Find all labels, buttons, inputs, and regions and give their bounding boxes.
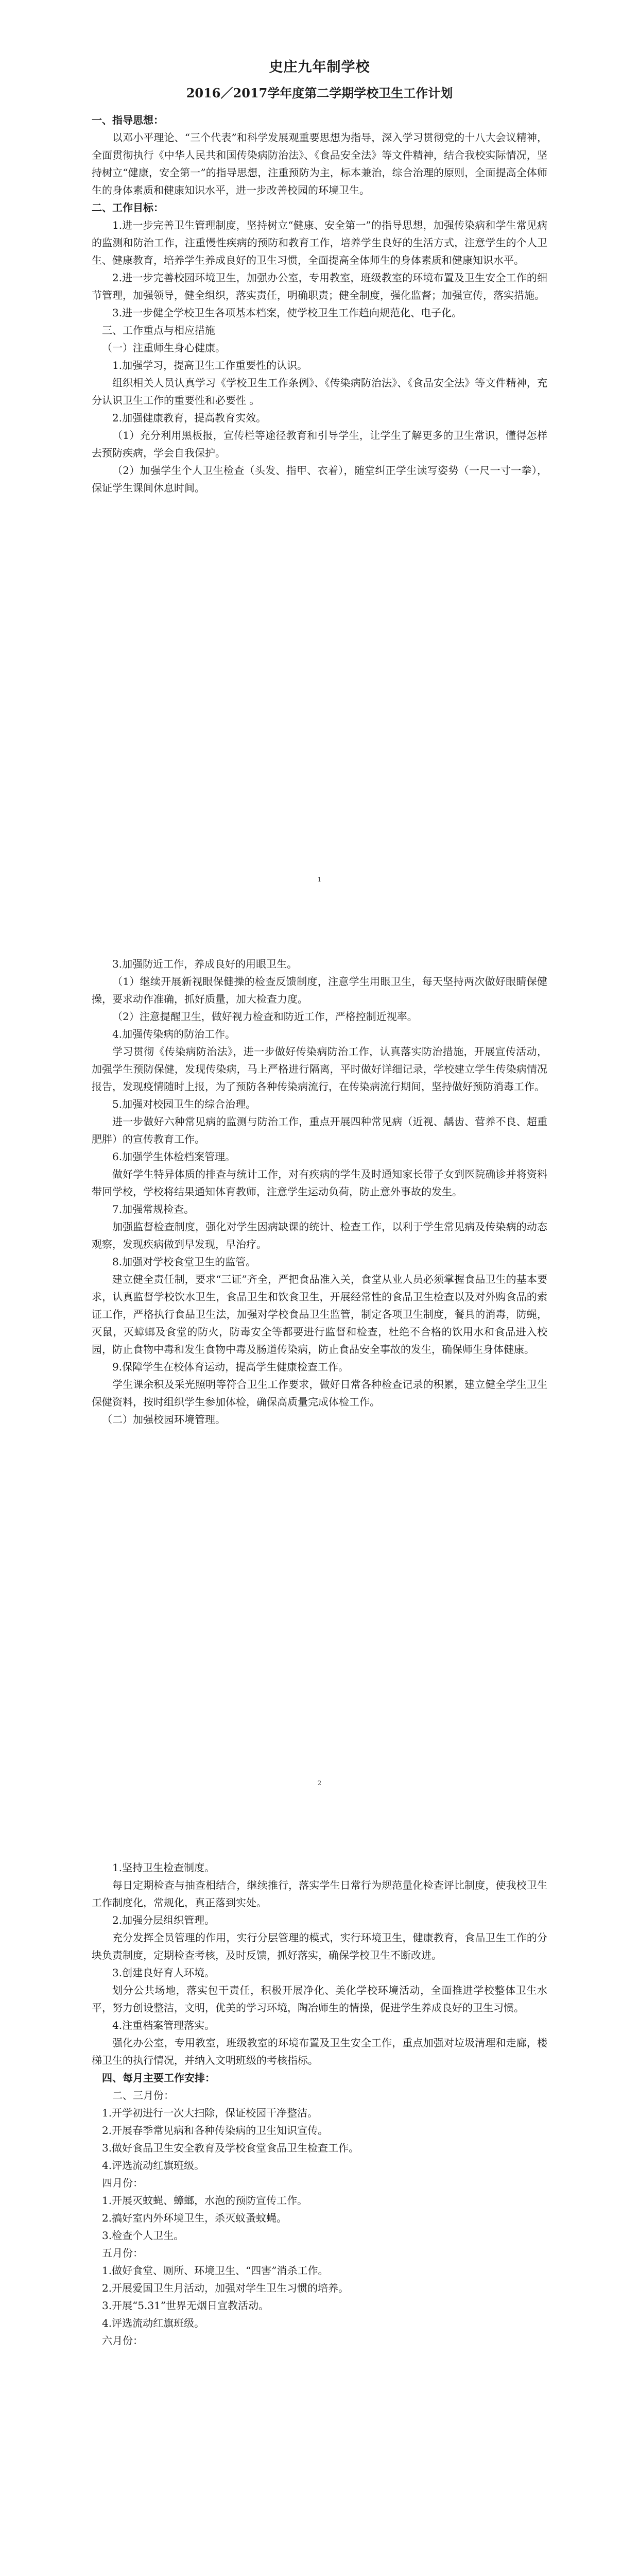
subsection-heading: （二）加强校园环境管理。 bbox=[102, 1413, 226, 1426]
paragraph: 加强监督检查制度，强化对学生因病缺课的统计、检查工作，以利于学生常见病及传染病的动态观察，发现疾病做到早发现，早治疗。 bbox=[92, 1221, 547, 1250]
subsection-heading: （一）注重师生身心健康。 bbox=[102, 342, 226, 354]
item-title: 1.坚持卫生检查制度。 bbox=[112, 1861, 215, 1874]
paragraph: 进一步做好六种常见病的监测与防治工作，重点开展四种常见病（近视、龋齿、营养不良、超重肥胖）的宣传教育工作。 bbox=[92, 1115, 547, 1145]
item-title: 3.创建良好育人环境。 bbox=[112, 1967, 215, 1979]
paragraph: （2）注意提醒卫生，做好视力检查和防近工作，严格控制近视率。 bbox=[112, 1010, 418, 1023]
paragraph: 3.进一步健全学校卫生各项基本档案，使学校卫生工作趋向规范化、电子化。 bbox=[112, 307, 462, 319]
item-title: 2.加强分层组织管理。 bbox=[112, 1914, 215, 1926]
list-item: 3.做好食品卫生安全教育及学校食堂食品卫生检查工作。 bbox=[102, 2142, 359, 2154]
paragraph: 学习贯彻《传染病防治法》，进一步做好传染病防治工作，认真落实防治措施，开展宣传活动，加强学生预防保健，发现传染病，马上严格进行隔离，平时做好详细记录，学校建立学生传染病情况报告，发现疫情随时上报，为了预防各种传染病流行，在传染病流行期间，坚持做好预防消毒工作。 bbox=[92, 1045, 547, 1093]
item-title: 4.加强传染病的防治工作。 bbox=[112, 1028, 236, 1040]
list-item: 2.开展春季常见病和各种传染病的卫生知识宣传。 bbox=[102, 2124, 329, 2137]
plan-title: 2016／2017学年度第二学期学校卫生工作计划 bbox=[186, 86, 453, 100]
item-title: 8.加强对学校食堂卫生的监管。 bbox=[112, 1256, 256, 1268]
page-3 bbox=[0, 1807, 639, 2576]
month-title: 四月份： bbox=[102, 2177, 143, 2189]
paragraph: 划分公共场地，落实包干责任，积极开展净化、美化学校环境活动，全面推进学校整体卫生水平，努力创设整洁，文明，优美的学习环境，陶冶师生的情操，促进学生养成良好的卫生习惯。 bbox=[92, 1984, 547, 2014]
page-number: 2 bbox=[317, 1780, 322, 1787]
list-item: 1.开展灭蚊蝇、蟑螂，水泡的预防宣传工作。 bbox=[102, 2194, 308, 2207]
item-title: 1.加强学习，提高卫生工作重要性的认识。 bbox=[112, 359, 308, 371]
list-item: 3.检查个人卫生。 bbox=[102, 2229, 184, 2242]
section-heading: 四、每月主要工作安排： bbox=[102, 2072, 215, 2084]
list-item: 3.开展“5.31”世界无烟日宣教活动。 bbox=[102, 2299, 269, 2312]
paragraph: 充分发挥全员管理的作用，实行分层管理的模式，实行环境卫生，健康教育，食品卫生工作的分块负责制度，定期检查考核，及时反馈，抓好落实，确保学校卫生不断改进。 bbox=[92, 1931, 547, 1961]
paragraph: （1）继续开展新视眼保健操的检查反馈制度，注意学生用眼卫生，每天坚持两次做好眼睛保健操，要求动作准确，抓好质量，加大检查力度。 bbox=[92, 975, 547, 1005]
paragraph: 2.进一步完善校园环境卫生，加强办公室，专用教室，班级教室的环境布置及卫生安全工作的细节管理，加强领导，健全组织，落实责任，明确职责；健全制度，强化监督；加强宣传，落实措施。 bbox=[92, 272, 547, 301]
item-title: 3.加强防近工作，养成良好的用眼卫生。 bbox=[112, 958, 298, 970]
paragraph: 以邓小平理论、“三个代表”和科学发展观重要思想为指导，深入学习贯彻党的十八大会议精神，全面贯彻执行《中华人民共和国传染病防治法》、《食品安全法》等文件精神，结合我校实际情况，坚持树立“健康，安全第一”的指导思想，注重预防为主，标本兼治，综合治理的原则，全面提高全体师生的身体素质和健康知识水平，进一步改善校园的环境卫生。 bbox=[92, 131, 547, 196]
item-title: 9.保障学生在校体育运动，提高学生健康检查工作。 bbox=[112, 1361, 349, 1373]
list-item: 1.开学初进行一次大扫除，保证校园干净整洁。 bbox=[102, 2107, 318, 2119]
list-item: 2.搞好室内外环境卫生，杀灭蚊蚤蚊蝇。 bbox=[102, 2212, 287, 2224]
item-title: 6.加强学生体检档案管理。 bbox=[112, 1150, 236, 1163]
paragraph: 组织相关人员认真学习《学校卫生工作条例》、《传染病防治法》、《食品安全法》等文件精神，充分认识卫生工作的重要性和必要性 。 bbox=[92, 377, 547, 406]
list-item: 2.开展爱国卫生月活动，加强对学生卫生习惯的培养。 bbox=[102, 2282, 349, 2294]
month-title: 二、三月份： bbox=[112, 2089, 174, 2102]
item-title: 7.加强常规检查。 bbox=[112, 1203, 195, 1215]
paragraph: （1）充分利用黑板报，宣传栏等途径教育和引导学生，让学生了解更多的卫生常识，懂得怎样去预防疾病，学会自我保护。 bbox=[92, 429, 547, 459]
section-heading: 三、工作重点与相应措施 bbox=[102, 324, 215, 336]
paragraph: （2）加强学生个人卫生检查（头发、指甲、衣着），随堂纠正学生读写姿势（一尺一寸一拳），保证学生课间休息时间。 bbox=[92, 464, 547, 494]
page-number: 1 bbox=[317, 876, 322, 883]
section-heading: 二、工作目标： bbox=[92, 201, 164, 214]
paragraph: 学生课余积及采光照明等符合卫生工作要求，做好日常各种检查记录的积累，建立健全学生卫生保健资料，按时组织学生参加体检，确保高质量完成体检工作。 bbox=[92, 1378, 547, 1408]
paragraph: 强化办公室，专用教室，班级教室的环境布置及卫生安全工作，重点加强对垃圾清理和走廊，楼梯卫生的执行情况，并纳入文明班级的考核指标。 bbox=[92, 2037, 547, 2066]
paragraph: 每日定期检查与抽查相结合，继续推行，落实学生日常行为规范量化检查评比制度，使我校卫生工作制度化，常规化，真正落到实处。 bbox=[92, 1879, 547, 1909]
page-2 bbox=[0, 904, 639, 1807]
month-title: 六月份： bbox=[102, 2334, 143, 2347]
list-item: 4.评选流动红旗班级。 bbox=[102, 2159, 205, 2172]
section-heading: 一、指导思想： bbox=[92, 114, 164, 126]
paragraph: 做好学生特异体质的排查与统计工作，对有疾病的学生及时通知家长带子女到医院确诊并将资料带回学校，学校将结果通知体育教师，注意学生运动负荷，防止意外事故的发生。 bbox=[92, 1168, 547, 1198]
school-title: 史庄九年制学校 bbox=[269, 59, 370, 75]
list-item: 4.评选流动红旗班级。 bbox=[102, 2317, 205, 2329]
paragraph: 建立健全责任制，要求“三证”齐全，严把食品准入关，食堂从业人员必须掌握食品卫生的基本要求，认真监督学校饮水卫生，食品卫生和饮食卫生，开展经常性的食品卫生检查以及对外购食品的索证工作，严格执行食品卫生法，加强对学校食品卫生监管，制定各项卫生制度，餐具的消毒，防蝇，灭鼠，灭蟑螂及食堂的防火，防毒安全等都要进行监督和检查，杜绝不合格的饮用水和食品进入校园，防止食物中毒和发生食物中毒及肠道传染病，防止食品安全事故的发生，确保师生身体健康。 bbox=[92, 1273, 547, 1355]
page-1 bbox=[0, 0, 639, 904]
list-item: 1.做好食堂、厕所、环境卫生、“四害”消杀工作。 bbox=[102, 2264, 329, 2277]
paragraph: 1.进一步完善卫生管理制度，坚持树立“健康、安全第一”的指导思想，加强传染病和学生常见病的监测和防治工作，注重慢性疾病的预防和教育工作，培养学生良好的生活方式，注意学生的个人卫生、健康教育，培养学生养成良好的卫生习惯，全面提高全体师生的身体素质和健康知识水平。 bbox=[92, 219, 547, 266]
item-title: 4.注重档案管理落实。 bbox=[112, 2019, 215, 2031]
item-title: 5.加强对校园卫生的综合治理。 bbox=[112, 1098, 256, 1110]
month-title: 五月份： bbox=[102, 2247, 143, 2259]
item-title: 2.加强健康教育，提高教育实效。 bbox=[112, 412, 267, 424]
